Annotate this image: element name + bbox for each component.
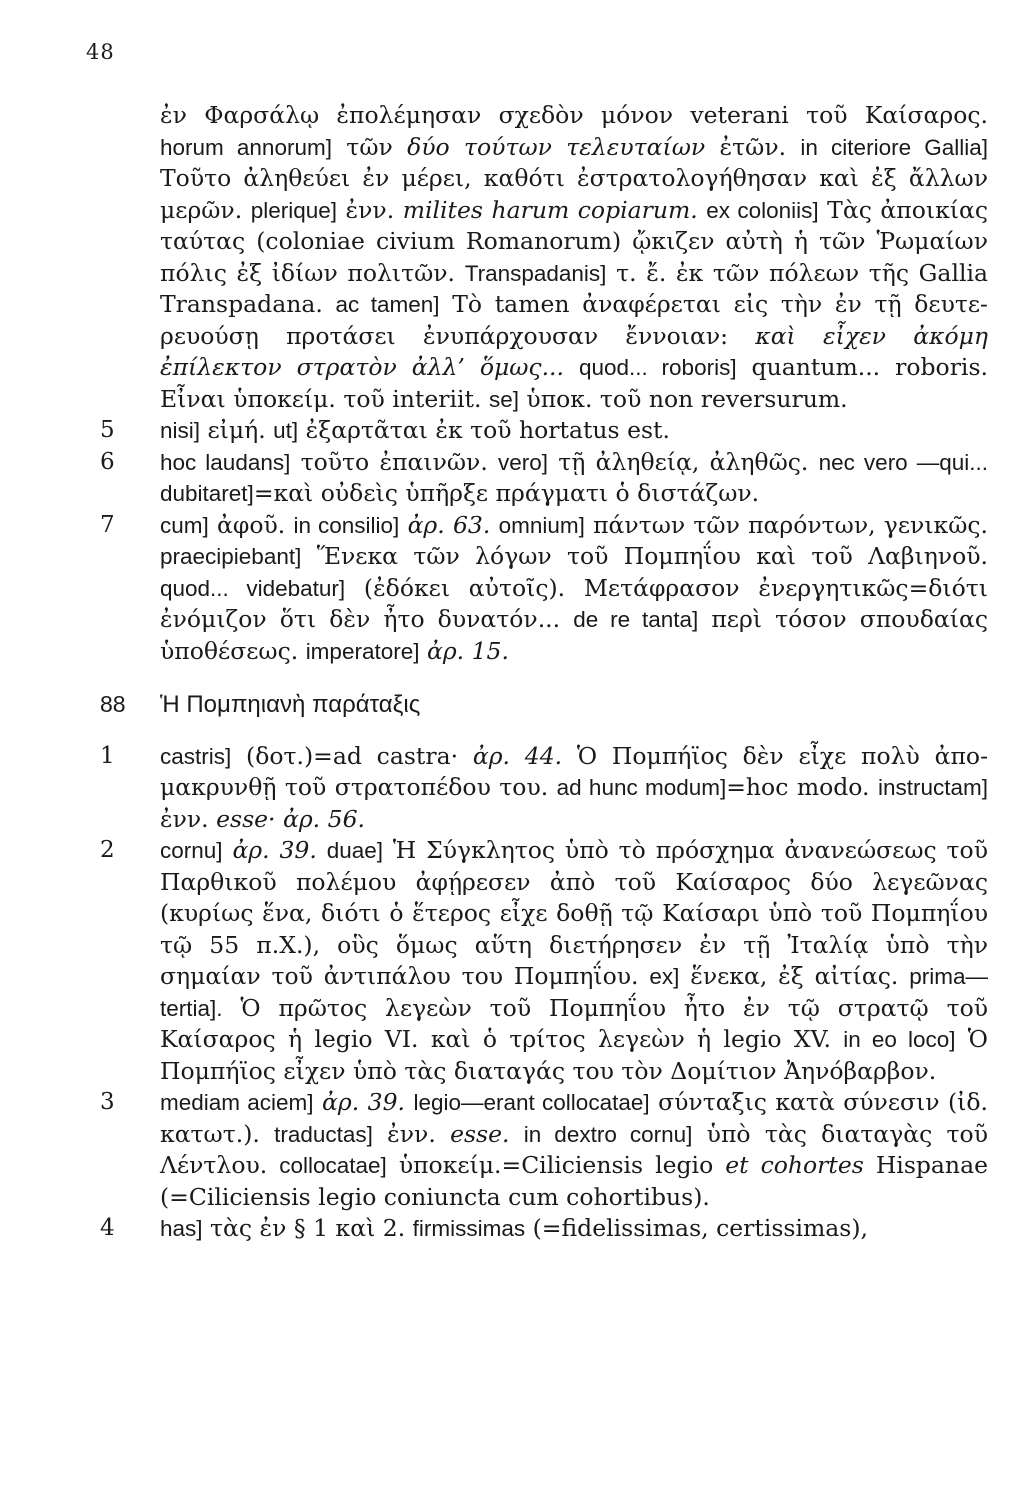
lemma: castris] xyxy=(160,743,232,769)
note-paragraph xyxy=(100,510,988,668)
gloss-text: Τὸ tamen ἀναφέρεται εἰς τὴν ἐν τῇ δευτερευούσῃ προτάσει ἐνυπάρχουσαν ἔννοιαν: xyxy=(160,290,988,350)
lemma: nisi] xyxy=(160,418,201,443)
italic-text: milites harum copiarum. xyxy=(402,195,698,224)
lemma: firmissimas xyxy=(412,1216,526,1241)
notes-chapter-87 xyxy=(100,415,988,667)
lemma: plerique] xyxy=(250,197,338,223)
gloss-text: ἐξαρτᾶται ἐκ τοῦ hortatus est. xyxy=(298,416,670,444)
lemma: ut] xyxy=(273,418,299,443)
italic-text: ἀρ. 15. xyxy=(426,636,509,665)
lemma: omnium] xyxy=(498,512,585,538)
note-paragraph xyxy=(100,1087,988,1213)
lemma: ex] xyxy=(649,964,680,989)
note-text xyxy=(160,1087,988,1213)
lemma: duae] xyxy=(326,838,384,863)
lemma: horum annorum] xyxy=(160,134,332,160)
gloss-text: ἐν Φαρσάλῳ ἐπολέμησαν σχεδὸν μόνον veterani τοῦ Καίσαρος. xyxy=(160,101,988,129)
italic-text: esse. xyxy=(450,1119,510,1148)
gloss-text: σύνταξις κατὰ σύνεσιν (ἰδ. κατωτ.). xyxy=(160,1088,989,1148)
intro-text xyxy=(160,100,988,415)
gloss-text xyxy=(419,637,426,665)
lemma: imperatore] xyxy=(305,638,420,664)
gloss-text xyxy=(490,511,498,539)
section-number: 88 xyxy=(100,691,126,717)
line-number: 3 xyxy=(100,1089,115,1115)
line-number: 6 xyxy=(100,448,115,475)
note-paragraph xyxy=(100,741,988,836)
commentary-body xyxy=(100,100,988,1245)
gloss-text: τοῦτο ἐπαινῶν. xyxy=(290,447,499,476)
note-text xyxy=(160,741,988,836)
gloss-text: Ἡ Σύγκλητος ὑπὸ τὸ πρόσχημα ἀνανεώσεως τοῦ Παρθικοῦ πολέμου ἀφῄρεσεν ἀπὸ τοῦ Καίσαρος δύο λεγεῶνας (κυρίως ἕνα, διότι ὁ ἕτερος εἶχε δοθῇ τῷ Καίσαρι ὑπὸ τοῦ Πομπηΐου τῷ 55 π.Χ.), οὓς ὅμως αὕτη διετήρησεν ἐν τῇ Ἰταλίᾳ ὑπὸ τὴν σημαίαν τοῦ ἀντιπάλου του Πομπηΐου. xyxy=(160,836,988,990)
page-number: 48 xyxy=(86,40,115,64)
gloss-text: Ἕνεκα τῶν λόγων τοῦ Πομπηΐου καὶ τοῦ Λαβιηνοῦ. xyxy=(301,542,988,570)
gloss-text: τ. ἔ. ἐκ τῶν πόλεων τῆς Gallia Transpadana. xyxy=(160,258,989,318)
gloss-text: ἐτῶν. xyxy=(705,132,801,161)
note-text xyxy=(160,1213,988,1245)
lemma: in citeriore Gallia] xyxy=(800,134,988,160)
gloss-text xyxy=(509,1120,523,1148)
note-paragraph xyxy=(100,1213,988,1245)
lemma: collocatae] xyxy=(279,1153,387,1178)
gloss-text: ἐνν. xyxy=(160,804,217,833)
italic-text: et cohortes xyxy=(725,1151,864,1179)
gloss-text: quantum... roboris. Εἶναι ὑποκείμ. τοῦ interiit. xyxy=(160,353,988,413)
gloss-text: (=fidelissimas, certissimas), xyxy=(525,1214,868,1242)
lemma: in consilio] xyxy=(293,512,400,538)
gloss-text: περὶ τόσον σπουδαίας ὑποθέσεως. xyxy=(160,605,988,665)
italic-text: καὶ εἶχεν ἀκόμη ἐπίλεκτον στρατὸν ἀλλ’ ὅμως... xyxy=(160,321,988,381)
notes-chapter-88 xyxy=(100,741,988,1245)
italic-text: δύο τούτων τελευταίων xyxy=(407,132,706,161)
note-text xyxy=(160,447,988,510)
gloss-text: Ὁ Πομπήϊος δὲν εἶχε πολὺ ἀπομακρυνθῇ τοῦ στρατοπέδου του. xyxy=(160,741,989,801)
note-text xyxy=(160,510,988,668)
line-number: 4 xyxy=(100,1215,115,1241)
section-heading xyxy=(100,689,988,721)
intro-paragraph xyxy=(100,100,988,415)
lemma: prima—tertia]. xyxy=(160,964,988,1021)
lemma: legio—erant collocatae] xyxy=(413,1090,650,1115)
line-number: 2 xyxy=(100,837,115,863)
lemma: nec vero —qui... dubitaret] xyxy=(160,449,988,506)
italic-text: ἀρ. 39. xyxy=(322,1088,406,1116)
lemma: quod... roboris] xyxy=(578,355,737,380)
lemma: praecipiebant] xyxy=(160,544,302,569)
lemma: in dextro cornu] xyxy=(523,1121,693,1147)
lemma: traductas] xyxy=(274,1121,373,1147)
gloss-text: ἀφοῦ. xyxy=(208,510,294,539)
note-paragraph xyxy=(100,415,988,447)
lemma: se] xyxy=(488,386,519,412)
gloss-text xyxy=(317,836,327,864)
lemma: Transpadanis] xyxy=(464,260,607,286)
gloss-text: Τὰς ἀποικίας ταύτας (coloniae civium Romanorum) ᾤκιζεν αὐτὴ ἡ τῶν Ῥωμαίων πόλις ἐξ ἰδίων πολιτῶν. xyxy=(160,195,988,287)
gloss-text: εἰμή. xyxy=(200,416,274,444)
italic-text: ἀρ. 39. xyxy=(232,836,317,864)
note-text xyxy=(160,415,988,447)
gloss-text: Ὁ πρῶτος λεγεὼν τοῦ Πομπηΐου ἦτο ἐν τῷ στρατῷ τοῦ Καίσαρος ἡ legio VI. καὶ ὁ τρίτος λεγεὼν ἡ legio XV. xyxy=(160,993,988,1053)
gloss-text: ἐνν. xyxy=(337,195,403,224)
gloss-text: ὑποκείμ.=Ciliciensis legio xyxy=(386,1151,726,1179)
lemma: ex coloniis] xyxy=(706,197,819,223)
lemma: hoc laudans] xyxy=(160,449,291,475)
italic-text: esse· ἀρ. 56. xyxy=(216,804,365,833)
lemma: cum] xyxy=(160,512,209,538)
gloss-text xyxy=(564,353,579,381)
gloss-text: τῇ ἀληθείᾳ, ἀληθῶς. xyxy=(548,447,819,476)
gloss-text: Τοῦτο ἀληθεύει ἐν μέρει, καθότι ἐστρατολογήθησαν καὶ ἐξ ἄλλων μερῶν. xyxy=(160,164,988,224)
lemma: mediam aciem] xyxy=(160,1090,314,1115)
gloss-text xyxy=(399,511,407,539)
italic-text: ἀρ. 44. xyxy=(472,741,563,770)
section-title: Ἡ Πομπηιανὴ παράταξις xyxy=(160,691,421,718)
note-paragraph xyxy=(100,447,988,510)
lemma: quod... videbatur] xyxy=(160,575,346,601)
line-number: 5 xyxy=(100,417,115,443)
lemma: in eo loco] xyxy=(843,1027,956,1052)
gloss-text: Hispanae (=Ciliciensis legio coniuncta cum cohortibus). xyxy=(160,1151,988,1211)
lemma: ad hunc modum] xyxy=(556,775,727,800)
gloss-text: πάντων τῶν παρόντων, γενικῶς. xyxy=(584,510,989,539)
gloss-text: (ἐδόκει αὐτοῖς). Μετάφρασον ἐνεργητικῶς=διότι ἐνόμιζον ὅτι δὲν ἦτο δυνατόν... xyxy=(160,573,988,633)
lemma: ac tamen] xyxy=(335,292,440,317)
lemma: de re tanta] xyxy=(573,607,699,632)
note-paragraph xyxy=(100,835,988,1087)
gloss-text: (δοτ.)=ad castra· xyxy=(231,741,473,770)
gloss-text: =καὶ οὐδεὶς ὑπῆρξε πράγματι ὁ διστάζων. xyxy=(253,479,760,507)
gloss-text xyxy=(314,1088,322,1116)
lemma: has] xyxy=(160,1216,203,1241)
gloss-text xyxy=(223,836,233,864)
gloss-text: ὑπὸ τὰς διαταγὰς τοῦ Λέντλου. xyxy=(160,1119,988,1179)
line-number: 7 xyxy=(100,511,115,538)
gloss-text: ὑποκ. τοῦ non reversurum. xyxy=(518,384,848,413)
gloss-text: τὰς ἐν § 1 καὶ 2. xyxy=(202,1214,413,1242)
italic-text: ἀρ. 63. xyxy=(407,510,491,539)
line-number: 1 xyxy=(100,742,115,769)
gloss-text: ἐνν. xyxy=(372,1119,451,1148)
gloss-text: Ὁ Πομπήϊος εἶχεν ὑπὸ τὰς διαταγάς του τὸν Δομίτιον Ἀηνόβαρβον. xyxy=(160,1025,988,1085)
lemma: vero] xyxy=(498,449,549,475)
gloss-text: =hoc modo. xyxy=(726,773,878,801)
gloss-text: τῶν xyxy=(331,132,408,161)
note-text xyxy=(160,835,988,1087)
lemma: cornu] xyxy=(160,838,223,863)
lemma: instructam] xyxy=(877,775,988,800)
gloss-text: ἕνεκα, ἐξ αἰτίας. xyxy=(679,962,910,990)
